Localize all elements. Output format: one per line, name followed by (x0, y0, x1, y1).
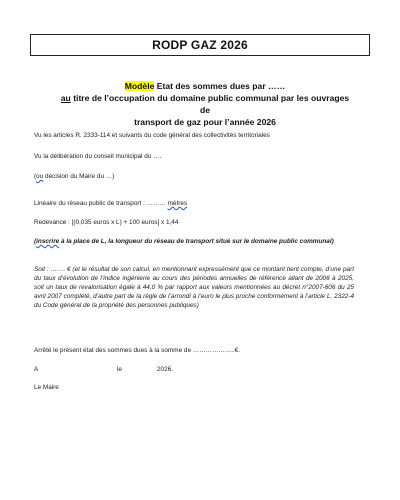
line-arrete: Arrêté le présent état des sommes dues à la somme de ………………..€. (34, 347, 241, 354)
line-redevance: Redevance : [(0,035 euros x L) + 100 euros] x 1,44 (34, 219, 179, 226)
lineaire-text: Linéaire du réseau public de transport : ……… (34, 200, 168, 207)
paragraph-soit: Soit : ……. € (et le résultat de son calcul, en mentionnant expressément que ce montant tient compte, d’une part du taux d’évolution de l’indice ingénierie au cours des périodes annuelles de référence allant de 2006 à 2025, soit un taux de revalorisation égale à 44,0 % par rapport aux valeurs mentionnées au décret n°2007-606 du 25 avril 2007 complété, d’autre part de la règle de l’arrondi à l’euro le plus proche conformément à l’article L. 2322-4 du Code général de la propriété des personnes publiques) (34, 266, 354, 309)
sign-year: 2026. (157, 366, 173, 373)
inscrire-text: à la place de L, la longueur du réseau de transport situé sur le domaine public communal) (59, 238, 334, 245)
heading-line3: transport de gaz pour l’année 2026 (134, 117, 276, 127)
heading-highlight: Modèle (124, 81, 155, 91)
line-decision-maire (34, 172, 114, 181)
document-title: RODP GAZ 2026 (152, 38, 248, 52)
decision-text: décision du Maire du …) (43, 173, 115, 180)
sign-le: le (117, 366, 122, 373)
line-deliberation: Vu la délibération du conseil municipal du …. (34, 153, 162, 160)
sign-a: A (34, 366, 39, 373)
line-lineaire (34, 199, 187, 208)
lineaire-unit: mètres (167, 200, 188, 207)
heading-au: au (60, 93, 71, 103)
document-title-box (30, 34, 370, 56)
sign-maire: Le Maire (34, 384, 59, 391)
heading-part1: Etat des sommes dues par …… (154, 81, 286, 91)
inscrire-word: inscrire (36, 238, 60, 245)
document-heading (60, 80, 350, 128)
ou-word: ou (36, 173, 44, 180)
heading-part2: titre de l’occupation du domaine public communal par les ouvrages de (70, 93, 350, 115)
paren-open: ( (34, 173, 37, 180)
inscrire-paren: ( (34, 238, 37, 245)
line-inscrire (34, 237, 334, 246)
line-articles: Vu les articles R. 2333-114 et suivants du code général des collectivités territoriales (34, 132, 270, 139)
